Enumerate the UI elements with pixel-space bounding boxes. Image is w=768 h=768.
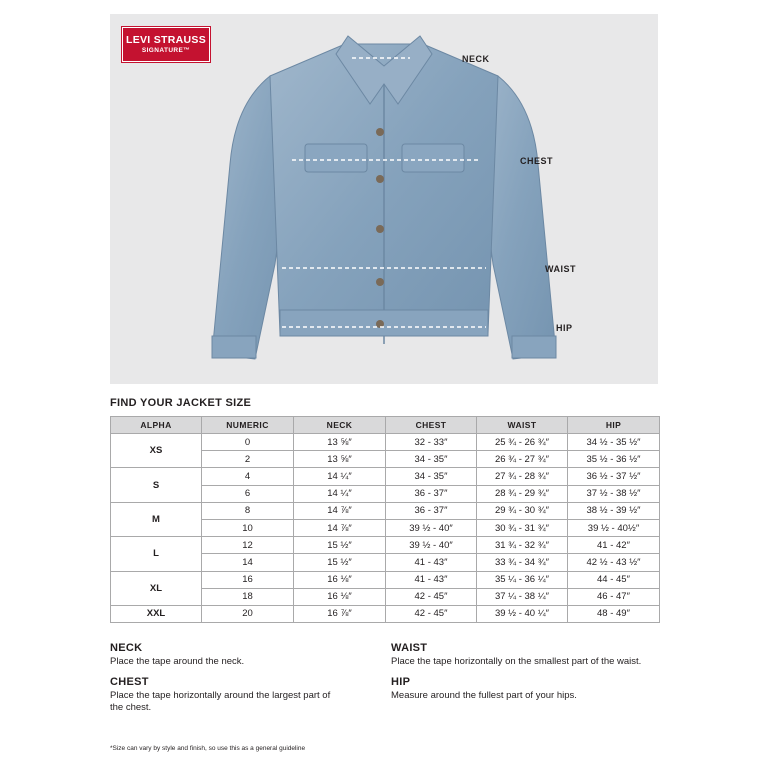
header-hip: HIP: [568, 417, 660, 434]
hip-cell: 44 - 45″: [568, 571, 660, 588]
neck-guide-desc: Place the tape around the neck.: [110, 656, 245, 667]
chest-cell: 42 - 45″: [386, 605, 477, 622]
chest-cell: 36 - 37″: [386, 485, 477, 502]
neck-cell: 16 ⅛″: [294, 588, 386, 605]
neck-guide-title: NECK: [110, 642, 143, 654]
neck-cell: 14 ⅞″: [294, 519, 386, 536]
chest-cell: 34 - 35″: [386, 468, 477, 485]
chest-cell: 32 - 33″: [386, 434, 477, 451]
waist-guide: [391, 642, 691, 668]
numeric-cell: 18: [202, 588, 294, 605]
numeric-cell: 4: [202, 468, 294, 485]
hip-guide-title: HIP: [391, 676, 411, 688]
alpha-cell: XXL: [111, 605, 202, 622]
hip-cell: 38 ½ - 39 ½″: [568, 502, 660, 519]
logo-line-2: SIGNATURE™: [141, 47, 191, 54]
waist-cell: 29 ¾ - 30 ¾″: [477, 502, 568, 519]
header-waist: WAIST: [477, 417, 568, 434]
hip-cell: 39 ½ - 40½″: [568, 519, 660, 536]
neck-cell: 14 ⅞″: [294, 502, 386, 519]
chest-cell: 39 ½ - 40″: [386, 519, 477, 536]
hip-cell: 42 ½ - 43 ½″: [568, 554, 660, 571]
hip-guide-desc: Measure around the fullest part of your hips.: [391, 690, 577, 701]
hip-cell: 41 - 42″: [568, 537, 660, 554]
neck-measure-label: NECK: [462, 54, 490, 64]
numeric-cell: 8: [202, 502, 294, 519]
header-neck: NECK: [294, 417, 386, 434]
waist-cell: 31 ¾ - 32 ¾″: [477, 537, 568, 554]
table-row: [111, 468, 660, 485]
numeric-cell: 0: [202, 434, 294, 451]
denim-jacket-illustration: [110, 14, 658, 384]
size-table: [110, 416, 660, 623]
neck-guide: [110, 642, 360, 668]
jacket-photo: [110, 14, 658, 384]
header-alpha: ALPHA: [111, 417, 202, 434]
numeric-cell: 10: [202, 519, 294, 536]
numeric-cell: 6: [202, 485, 294, 502]
chest-cell: 39 ½ - 40″: [386, 537, 477, 554]
numeric-cell: 14: [202, 554, 294, 571]
waist-cell: 37 ¼ - 38 ¼″: [477, 588, 568, 605]
numeric-cell: 2: [202, 451, 294, 468]
hip-guide: [391, 676, 691, 702]
levi-strauss-logo: [122, 27, 210, 62]
hip-cell: 34 ½ - 35 ½″: [568, 434, 660, 451]
chest-cell: 34 - 35″: [386, 451, 477, 468]
chest-cell: 36 - 37″: [386, 502, 477, 519]
alpha-cell: XS: [111, 434, 202, 468]
neck-cell: 15 ½″: [294, 537, 386, 554]
table-row: [111, 537, 660, 554]
neck-cell: 16 ⅞″: [294, 605, 386, 622]
table-row: [111, 502, 660, 519]
table-row: [111, 571, 660, 588]
hip-cell: 48 - 49″: [568, 605, 660, 622]
chest-cell: 42 - 45″: [386, 588, 477, 605]
table-header-row: [111, 417, 660, 434]
numeric-cell: 12: [202, 537, 294, 554]
header-chest: CHEST: [386, 417, 477, 434]
hip-cell: 37 ½ - 38 ½″: [568, 485, 660, 502]
chest-measure-label: CHEST: [520, 156, 554, 166]
neck-cell: 13 ⅝″: [294, 434, 386, 451]
numeric-cell: 20: [202, 605, 294, 622]
logo-line-1: LEVI STRAUSS: [125, 34, 207, 46]
waist-measure-label: WAIST: [545, 264, 576, 274]
waist-cell: 28 ¾ - 29 ¾″: [477, 485, 568, 502]
chest-cell: 41 - 43″: [386, 571, 477, 588]
neck-cell: 14 ¼″: [294, 485, 386, 502]
neck-cell: 14 ¼″: [294, 468, 386, 485]
waist-cell: 25 ¾ - 26 ¾″: [477, 434, 568, 451]
table-row: [111, 605, 660, 622]
hip-cell: 35 ½ - 36 ½″: [568, 451, 660, 468]
neck-cell: 16 ⅛″: [294, 571, 386, 588]
neck-cell: 15 ½″: [294, 554, 386, 571]
waist-cell: 39 ½ - 40 ¼″: [477, 605, 568, 622]
hip-cell: 36 ½ - 37 ½″: [568, 468, 660, 485]
size-table-title: FIND YOUR JACKET SIZE: [110, 397, 252, 409]
waist-guide-title: WAIST: [391, 642, 428, 654]
header-numeric: NUMERIC: [202, 417, 294, 434]
waist-guide-desc: Place the tape horizontally on the smallest part of the waist.: [391, 656, 642, 667]
waist-cell: 35 ¼ - 36 ¼″: [477, 571, 568, 588]
alpha-cell: L: [111, 537, 202, 571]
alpha-cell: M: [111, 502, 202, 536]
waist-cell: 27 ¾ - 28 ¾″: [477, 468, 568, 485]
neck-cell: 13 ⅝″: [294, 451, 386, 468]
table-row: [111, 434, 660, 451]
hip-cell: 46 - 47″: [568, 588, 660, 605]
chest-guide: [110, 676, 340, 714]
size-footnote: *Size can vary by style and finish, so use this as a general guideline: [110, 745, 306, 752]
waist-cell: 33 ¾ - 34 ¾″: [477, 554, 568, 571]
alpha-cell: S: [111, 468, 202, 502]
alpha-cell: XL: [111, 571, 202, 605]
chest-guide-desc: Place the tape horizontally around the largest part of the chest.: [110, 690, 331, 713]
chest-cell: 41 - 43″: [386, 554, 477, 571]
hip-measure-label: HIP: [556, 323, 573, 333]
waist-cell: 30 ¾ - 31 ¾″: [477, 519, 568, 536]
numeric-cell: 16: [202, 571, 294, 588]
waist-cell: 26 ¾ - 27 ¾″: [477, 451, 568, 468]
chest-guide-title: CHEST: [110, 676, 149, 688]
